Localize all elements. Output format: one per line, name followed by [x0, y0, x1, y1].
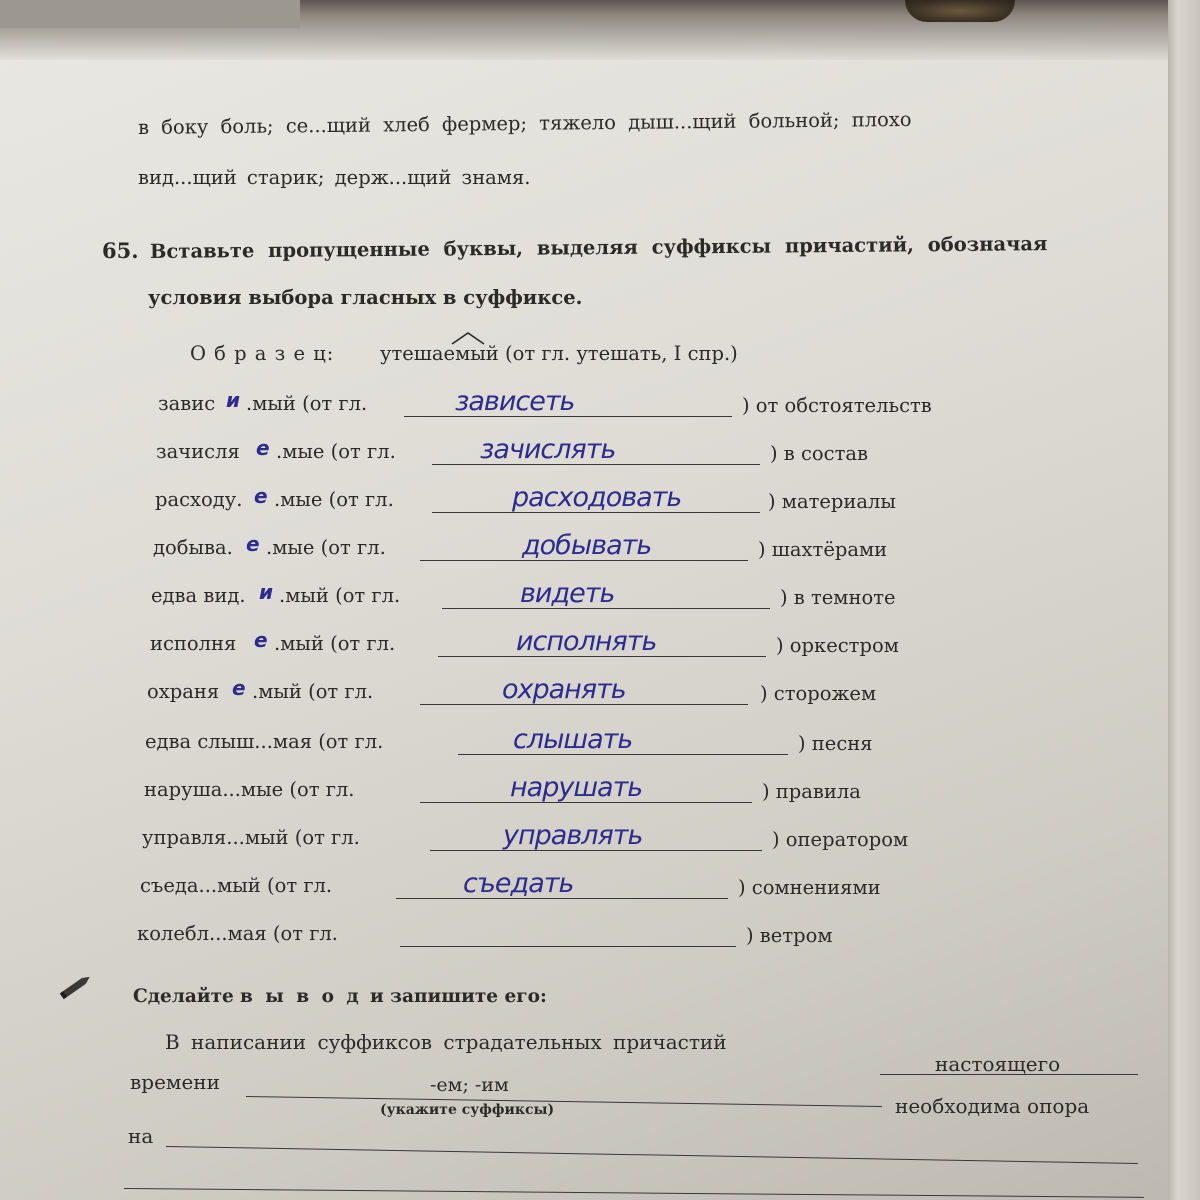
conclusion-sentence-part-3: необходима опора	[895, 1094, 1090, 1118]
row-ending: .мый (от гл.	[279, 584, 401, 607]
row-word: едва слыш...мая (от гл.	[145, 730, 384, 753]
handwritten-answer: съедать	[463, 868, 574, 899]
page-edge	[1168, 0, 1200, 1200]
suffix-mark-icon	[448, 330, 488, 346]
filled-vowel: и	[226, 388, 241, 412]
row-ending: .мые (от гл.	[276, 440, 396, 463]
conclusion-prompt-a: Сделайте	[133, 986, 234, 1007]
row-word: исполня	[150, 632, 237, 655]
row-word: колебл...мая (от гл.	[137, 922, 339, 945]
sample-text: утешаемый (от гл. утешать, I спр.)	[380, 342, 738, 365]
filled-vowel: е	[246, 532, 260, 556]
filled-vowel: е	[254, 628, 268, 652]
sample-label: О б р а з е ц:	[190, 342, 335, 365]
row-ending: .мый (от гл.	[252, 680, 374, 703]
filled-vowel: е	[256, 436, 270, 460]
conclusion-line-suffixes	[246, 1096, 882, 1107]
top-text-line-2: вид...щий старик; держ...щий знамя.	[138, 166, 531, 189]
row-ending: .мый (от гл.	[246, 392, 368, 415]
row-tail: ) от обстоятельств	[742, 394, 932, 417]
exercise-instruction-line-2: условия выбора гласных в суффиксе.	[148, 286, 583, 309]
row-word: управля...мый (от гл.	[142, 826, 360, 849]
conclusion-sentence-part-2: времени	[130, 1070, 220, 1094]
row-word: съеда...мый (от гл.	[140, 874, 333, 897]
conclusion-hint: (укажите суффиксы)	[380, 1102, 555, 1118]
conclusion-fill-suffixes: -ем; -им	[430, 1074, 509, 1096]
row-tail: ) в темноте	[780, 586, 896, 609]
conclusion-line-4	[166, 1146, 1138, 1164]
row-ending: .мый (от гл.	[274, 632, 396, 655]
row-tail: ) в состав	[770, 442, 868, 465]
row-word: добыва.	[153, 536, 233, 559]
row-tail: ) материалы	[768, 490, 896, 513]
handwritten-answer: видеть	[520, 578, 615, 609]
conclusion-sentence-part-1: В написании суффиксов страдательных причастий	[165, 1030, 727, 1054]
answer-line	[400, 946, 736, 947]
row-word: расходу.	[155, 488, 243, 511]
conclusion-prompt-b: в ы в о д	[240, 986, 362, 1007]
handwritten-answer: расходовать	[512, 482, 682, 513]
handwritten-answer: охранять	[502, 674, 626, 705]
page-top-fold	[0, 0, 300, 28]
row-tail: ) оркестром	[776, 634, 899, 657]
handwritten-answer: зачислять	[480, 434, 616, 465]
binder-clip	[905, 0, 1015, 22]
handwritten-answer: нарушать	[510, 772, 643, 803]
filled-vowel: е	[232, 676, 246, 700]
row-word: едва вид.	[151, 584, 246, 607]
row-tail: ) ветром	[746, 924, 833, 947]
conclusion-sentence-part-4: на	[128, 1124, 154, 1148]
handwritten-answer: добывать	[522, 530, 652, 561]
conclusion-fill-tense: настоящего	[935, 1052, 1061, 1076]
conclusion-line-tense	[880, 1074, 1138, 1075]
handwritten-answer: исполнять	[516, 626, 657, 657]
row-tail: ) правила	[762, 780, 861, 803]
row-tail: ) сомнениями	[738, 876, 881, 899]
filled-vowel: и	[259, 580, 274, 604]
row-ending: .мые (от гл.	[266, 536, 386, 559]
handwritten-answer: слышать	[513, 724, 633, 755]
row-word: охраня	[147, 680, 220, 703]
conclusion-line-5	[124, 1188, 1144, 1198]
exercise-number: 65.	[102, 238, 139, 263]
row-word: наруша...мые (от гл.	[144, 778, 355, 801]
row-ending: .мые (от гл.	[274, 488, 394, 511]
handwritten-answer: зависеть	[455, 386, 575, 417]
row-tail: ) оператором	[772, 828, 909, 851]
filled-vowel: е	[254, 484, 268, 508]
top-text-line-1: в боку боль; се...щий хлеб фермер; тяжело дыш...щий больной; плохо	[137, 107, 912, 139]
row-tail: ) песня	[798, 732, 873, 755]
conclusion-prompt-c: и запишите его:	[370, 986, 547, 1007]
row-tail: ) сторожем	[760, 682, 877, 705]
pencil-icon	[58, 972, 94, 1002]
exercise-instruction-line-1: Вставьте пропущенные буквы, выделяя суффиксы причастий, обозначая	[149, 232, 1048, 263]
handwritten-answer: управлять	[503, 820, 643, 851]
row-word: завис	[158, 392, 216, 415]
row-tail: ) шахтёрами	[758, 538, 888, 561]
row-word: зачисля	[156, 440, 240, 463]
